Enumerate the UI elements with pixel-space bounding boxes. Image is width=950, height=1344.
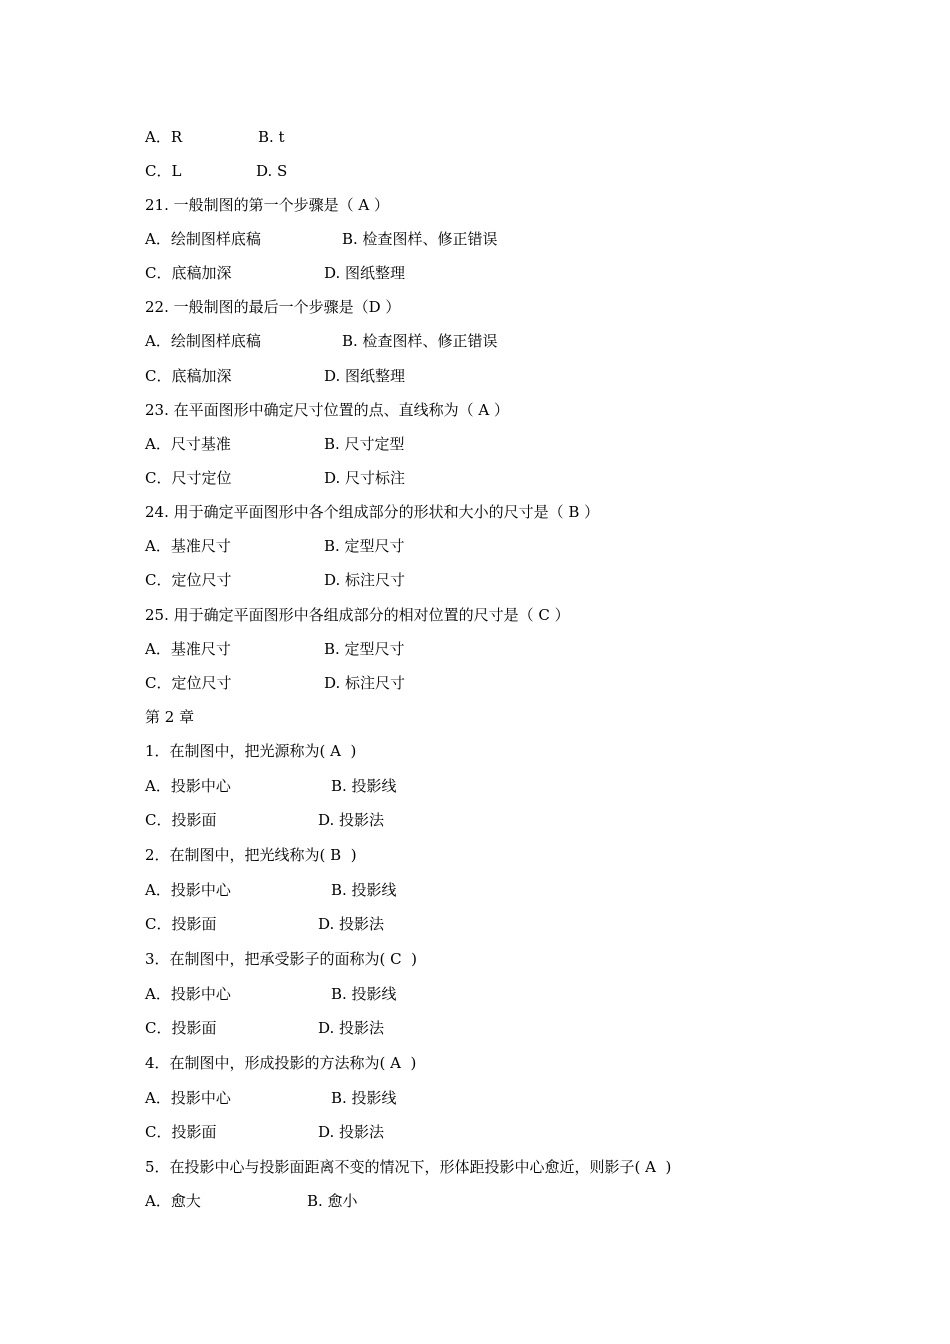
option-d: D. 尺寸标注 [324, 469, 406, 487]
option-d: D. 投影法 [318, 1019, 385, 1037]
option-d: D. 图纸整理 [324, 264, 406, 282]
option-line [145, 1088, 397, 1108]
option-d: D. 投影法 [318, 1123, 385, 1141]
question-22: 22. 一般制图的最后一个步骤是（D ） [145, 298, 401, 316]
option-line [145, 161, 288, 181]
question-5: 5．在投影中心与投影面距离不变的情况下，形体距投影中心愈近，则影子( A ) [145, 1158, 672, 1176]
option-line [145, 570, 406, 590]
option-line [145, 1122, 385, 1142]
option-c: C．尺寸定位 [145, 469, 232, 487]
option-line [145, 229, 498, 249]
option-b: B. 投影线 [331, 1089, 397, 1107]
question-23: 23. 在平面图形中确定尺寸位置的点、直线称为（ A ） [145, 401, 509, 419]
option-c: C．定位尺寸 [145, 571, 232, 589]
option-line [145, 366, 406, 386]
option-line [145, 880, 397, 900]
option-line [145, 776, 397, 796]
question-21: 21. 一般制图的第一个步骤是（ A ） [145, 196, 389, 214]
option-d: D. 投影法 [318, 915, 385, 933]
option-c: C．投影面 [145, 915, 217, 933]
option-line [145, 127, 285, 147]
option-a: A．绘制图样底稿 [145, 332, 261, 350]
option-line [145, 331, 498, 351]
option-c: C．L [145, 162, 182, 180]
option-b: B. 检查图样、修正错误 [342, 332, 498, 350]
option-a: A．投影中心 [145, 881, 231, 899]
option-a: A．绘制图样底稿 [145, 230, 261, 248]
option-b: B. 尺寸定型 [324, 435, 405, 453]
option-line [145, 263, 406, 283]
option-b: B. t [258, 128, 285, 146]
option-c: C．定位尺寸 [145, 674, 232, 692]
option-d: D. 标注尺寸 [324, 571, 406, 589]
option-c: C．投影面 [145, 811, 217, 829]
option-b: B. 愈小 [307, 1192, 358, 1210]
question-3: 3．在制图中，把承受影子的面称为( C ) [145, 950, 418, 968]
option-b: B. 投影线 [331, 881, 397, 899]
option-line [145, 673, 406, 693]
option-a: A．尺寸基准 [145, 435, 231, 453]
option-d: D. 图纸整理 [324, 367, 406, 385]
option-a: A．投影中心 [145, 777, 231, 795]
option-a: A．基准尺寸 [145, 640, 231, 658]
option-line [145, 434, 405, 454]
option-a: A．R [145, 128, 183, 146]
option-d: D. 投影法 [318, 811, 385, 829]
option-b: B. 定型尺寸 [324, 640, 405, 658]
question-1: 1．在制图中，把光源称为( A ) [145, 742, 357, 760]
question-24: 24. 用于确定平面图形中各个组成部分的形状和大小的尺寸是（ B ） [145, 503, 600, 521]
option-a: A．基准尺寸 [145, 537, 231, 555]
option-b: B. 检查图样、修正错误 [342, 230, 498, 248]
option-line [145, 984, 397, 1004]
option-d: D. S [256, 162, 288, 180]
question-4: 4．在制图中，形成投影的方法称为( A ) [145, 1054, 417, 1072]
option-c: C．投影面 [145, 1019, 217, 1037]
option-c: C．投影面 [145, 1123, 217, 1141]
option-line [145, 536, 405, 556]
option-line [145, 914, 385, 934]
option-b: B. 投影线 [331, 777, 397, 795]
option-line [145, 810, 385, 830]
option-line [145, 1018, 385, 1038]
option-b: B. 定型尺寸 [324, 537, 405, 555]
question-25: 25. 用于确定平面图形中各组成部分的相对位置的尺寸是（ C ） [145, 606, 570, 624]
option-line [145, 639, 405, 659]
option-c: C．底稿加深 [145, 264, 232, 282]
question-2: 2．在制图中，把光线称为( B ) [145, 846, 357, 864]
option-line [145, 468, 406, 488]
option-a: A．投影中心 [145, 1089, 231, 1107]
chapter-heading: 第 2 章 [145, 708, 195, 726]
option-line [145, 1191, 358, 1211]
option-a: A．愈大 [145, 1192, 201, 1210]
option-b: B. 投影线 [331, 985, 397, 1003]
option-c: C．底稿加深 [145, 367, 232, 385]
option-a: A．投影中心 [145, 985, 231, 1003]
option-d: D. 标注尺寸 [324, 674, 406, 692]
